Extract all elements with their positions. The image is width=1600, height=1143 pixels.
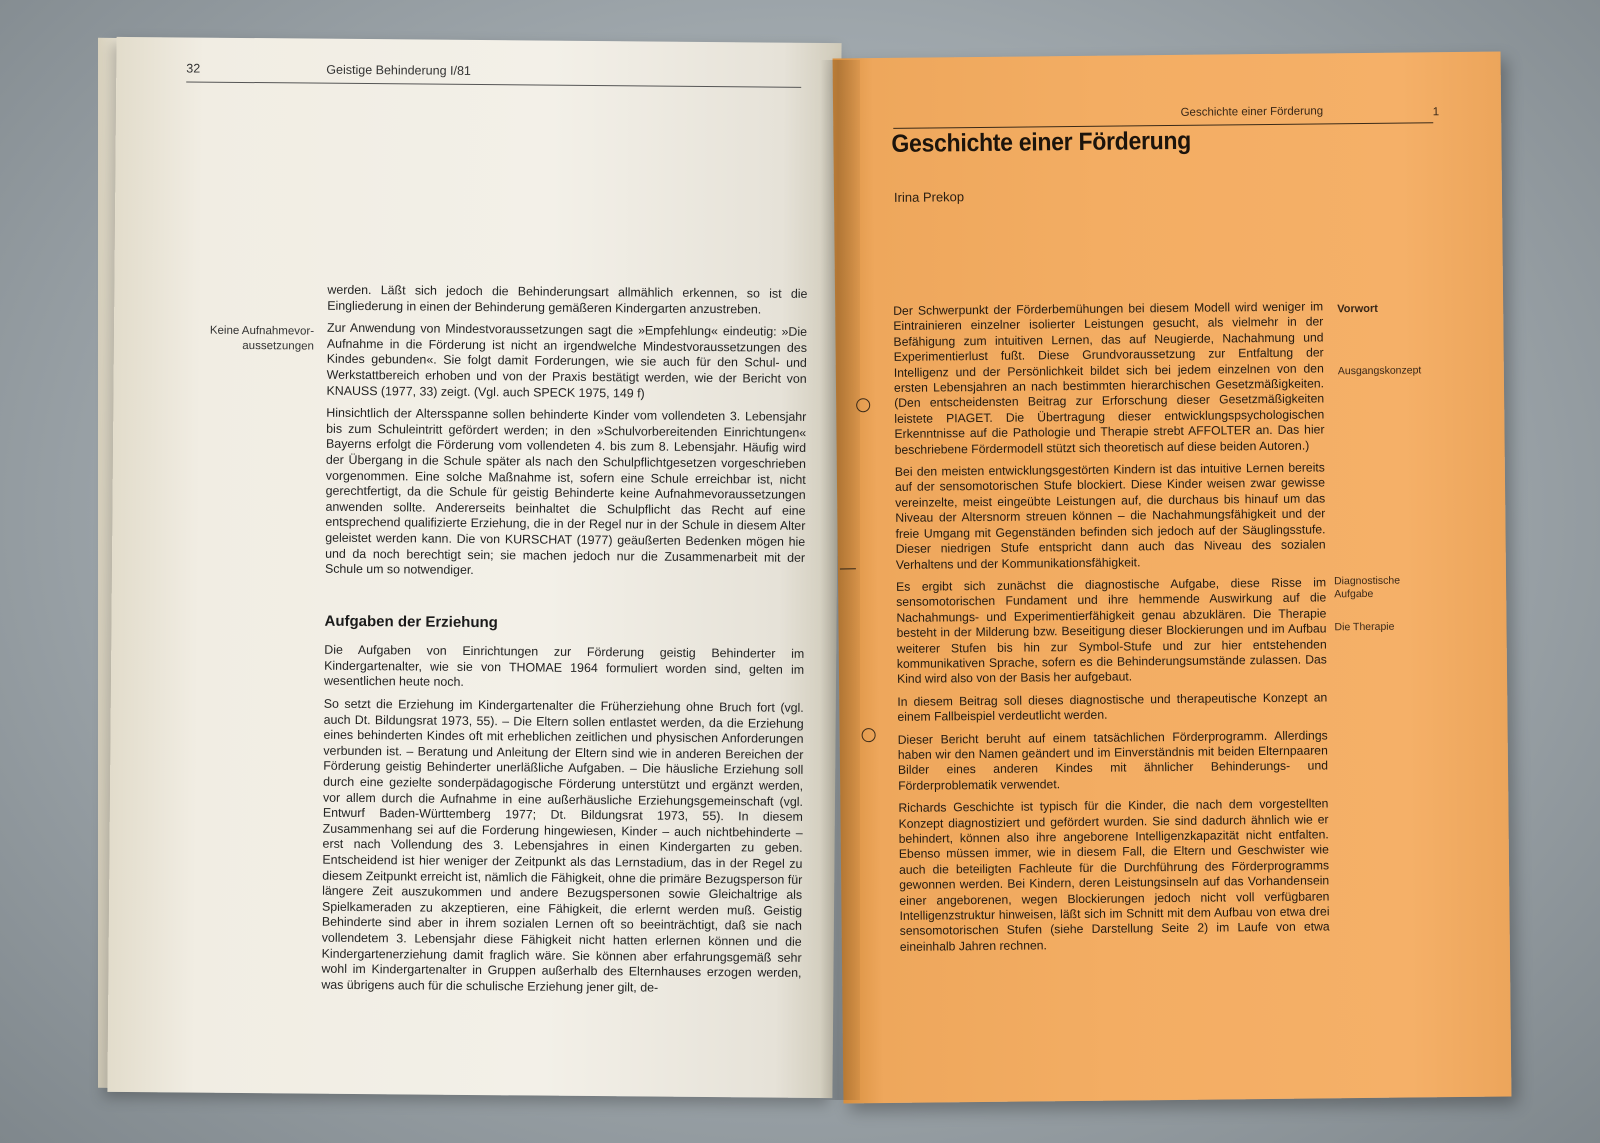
right-page	[833, 52, 1512, 1104]
paragraph: Richards Geschichte ist typisch für die Kinder, die nach dem vorgestellten Konzept diagnostiziert und gefördert wurden. Sie sind dadurch ähnlich wie er behindert, können also ihre angeborene Intelligenzkapazität nicht entfalten. Ebenso müssen immer, wie in diesem Fall, die Eltern und Geschwister wie auch die beteiligten Fachleute für die Durchführung des Förderprogramms gewonnen werden. Bei Kindern, deren Leistungsinseln auf das Vorhandensein einer angeborenen, wegen Blockierungen jedoch nicht voll verfügbaren Intelligenzstruktur hinweisen, läßt sich im Schnitt mit dem Aufbau von etwa drei sensomotorischen Stufen (siehe Darstellung Seite 2) im Laufe von etwa eineinhalb Jahren rechnen.	[898, 796, 1330, 954]
paragraph: werden. Läßt sich jedoch die Behinderungsart allmählich erkennen, so ist die Eingliederung in einen der Behinderung gemäßeren Kindergarten anzustreben.	[327, 282, 808, 317]
article-author: Irina Prekop	[893, 189, 965, 205]
left-page	[107, 37, 841, 1098]
paragraph: So setzt die Erziehung im Kindergartenalter die Früherziehung ohne Bruch fort (vgl. auch Dt. Bildungsrat 1973, 55). – Die Eltern sollen entlastet werden, da die Erziehung eines behinderten Kindes oft mit erheblichen zeitlichen und physischen Anforderungen verbunden ist. – Beratung und Anleitung der Eltern sind wie in anderen Bereichen der Förderung geistig Behinderter unerläßliche Aufgaben. – Die häusliche Erziehung soll durch eine gezielte sonderpädagogische Förderung unterstützt und ergänzt werden, vor allem durch die Aufnahme in eine außerhäusliche Erziehungsgemeinschaft (vgl. Entwurf Baden-Württemberg 1977; Dt. Bildungsrat 1973, 55). In diesem Zusammenhang sei auf die Forderung hingewiesen, Kinder – auch nichtbehinderte – erst nach Vollendung des 3. Lebensjahres in einen Kindergarten zu geben. Entscheidend ist hier weniger der Zeitpunkt als das Lernstadium, das in der Regel zu diesem Zeitpunkt erreicht ist, nämlich die Fähigkeit, ohne die primäre Bezugsperson für längere Zeit auszukommen und andere Bezugspersonen sowie Gleichaltrige als Spielkameraden zu akzeptieren, eine Fähigkeit, die erlernt werden muß. Geistig Behinderte sind aber in ihrem sozialen Lernen oft so beeinträchtigt, daß sie nach vollendetem 3. Lebensjahr diese Fähigkeit nicht hatten erlernen können und die Kindergartenerziehung damit fraglich wäre. Sie können aber erfahrungsgemäß sehr wohl im Kindergartenalter in Gruppen außerhalb des Elternhauses erzogen werden, was übrigens auch für die schulische Erziehung jener gilt, de-	[321, 696, 804, 995]
right-running-title: Geschichte einer Förderung	[1180, 105, 1324, 119]
paragraph: Der Schwerpunkt der Förderbemühungen bei diesem Modell wird weniger im Eintrainieren einzelner isolierter Leistungen gesucht, als vielmehr in der Befähigung zum intuitiven Lernen, das auf Neugierde, Nachahmung und Experimentierlust fußt. Diese Grundvoraussetzung zur Entfaltung der Intelligenz und der Persönlichkeit bildet sich bei jedem einzelnen von den ersten Lebensjahren an nach bestimmten hierarchischen Gesetzmäßigkeiten. (Den entscheidensten Beitrag zur Erforschung dieser Gesetzmäßigkeiten leistete PIAGET. Die Übertragung dieser entwicklungspsychologischen Erkenntnisse auf die Pathologie und Therapie strebt AFFOLTER an. Das hier beschriebene Fördermodell stützt sich theoretisch auf diese beiden Autoren.)	[893, 299, 1325, 457]
side-note-die-therapie: Die Therapie	[1334, 620, 1395, 634]
punch-hole-marker	[862, 728, 876, 742]
section-heading: Aufgaben der Erziehung	[324, 612, 498, 631]
paragraph: Zur Anwendung von Mindestvoraussetzungen sagt die »Empfehlung« eindeutig: »Die Aufnahme in die Förderung ist nicht an irgendwelche Mindestvoraussetzungen des Kindes gebunden«. Sie folgt damit Forderungen, wie sie auch für den Schul- und Werkstattbereich erhoben und von der Praxis bestätigt werden, wie der Bericht von KNAUSS (1977, 33) zeigt. (Vgl. auch SPECK 1975, 149 f)	[326, 320, 808, 401]
right-page-number: 1	[1432, 106, 1440, 119]
paragraph: Hinsichtlich der Altersspanne sollen behinderte Kinder vom vollendeten 3. Lebensjahr bis zum Schuleintritt gefördert werden; in den »Schulvorbereitenden Einrichtungen« Bayerns erfolgt die Förderung vom vollendeten 4. bis zum 8. Lebensjahr. Häufig wird der Übergang in die Schule später als nach den Schulpflichtgesetzen vorgeschrieben vorgenommen. Eine solche Maßnahme ist, sofern eine Schule erreichbar ist, nicht gerechtfertigt, da die Schule für geistig Behinderte keine Aufnahmevoraussetzungen anwenden sollte. Andererseits beinhaltet die Schulpflicht das Recht auf eine entsprechend qualifizierte Erziehung, die in der Regel nur in der Schule in diesem Alter geleistet werden kann. Die von KURSCHAT (1977) geäußerten Bedenken mögen hie und da noch berechtigt sein; sie machen jedoch nur die Zusammenarbeit mit der Schule um so notwendiger.	[324, 405, 807, 578]
right-body-text	[893, 299, 1330, 962]
side-note-diagnostische-aufgabe: Diagnostische Aufgabe	[1333, 574, 1401, 601]
left-body-text	[321, 283, 807, 1005]
right-running-header	[893, 104, 1440, 129]
margin-note: Keine Aufnahmevor- aussetzungen	[209, 324, 315, 353]
show-through-text	[496, 98, 816, 101]
left-running-header	[186, 61, 801, 87]
side-note-vorwort: Vorwort	[1337, 302, 1379, 316]
book-gutter-shadow	[820, 60, 860, 1100]
paragraph: In diesem Beitrag soll dieses diagnostische und therapeutische Konzept an einem Fallbeispiel verdeutlicht werden.	[897, 690, 1328, 725]
paragraph: Bei den meisten entwicklungsgestörten Kindern ist das intuitive Lernen bereits auf der sensomotorischen Stufe blockiert. Diese Kinder weisen zwar gewisse vereinzelte, meist eingeübte Leistungen auf, die durchaus bis hinauf um das Niveau der Altersnorm streuen können – die Nachahmungsfähigkeit und der freie Umgang mit Gegenständen befinden sich jedoch auf der Säuglingsstufe. Dieser niedrigen Stufe entspricht dann auch das Niveau des sozialen Verhaltens und der Kommunikationsfähigkeit.	[894, 460, 1326, 572]
paragraph: Es ergibt sich zunächst die diagnostische Aufgabe, diese Risse im sensomotorischen Fundament und ihre hemmende Auswirkung auf die Nachahmungs- und Experimentierfähigkeit genau abzuklären. Die Therapie besteht in der Milderung bzw. Beseitigung dieser Blockierungen und im Aufbau weiterer Stufen bis hin zur Symbol-Stufe und zur hier entstehenden kommunikativen Sprache, sofern es die Behinderungsumstände zulassen. Das Kind wird also von der Basis her aufgebaut.	[896, 575, 1327, 687]
paragraph: Dieser Bericht beruht auf einem tatsächlichen Förderprogramm. Allerdings haben wir den Namen geändert und im Einverständnis mit beiden Elternpaaren Bilder eines anderen Kindes mit ähnlicher Behinderungs- und Förderproblematik verwendet.	[897, 727, 1329, 793]
left-running-title: Geistige Behinderung I/81	[326, 62, 471, 78]
side-note-ausgangskonzept: Ausgangskonzept	[1337, 364, 1422, 378]
article-title: Geschichte einer Förderung	[891, 126, 1192, 158]
paragraph: Die Aufgaben von Einrichtungen zur Förderung geistig Behinderter im Kindergartenalter, wie sie von THOMAE 1964 formuliert worden sind, gelten im wesentlichen heute noch.	[323, 642, 805, 690]
left-page-number: 32	[186, 61, 201, 76]
